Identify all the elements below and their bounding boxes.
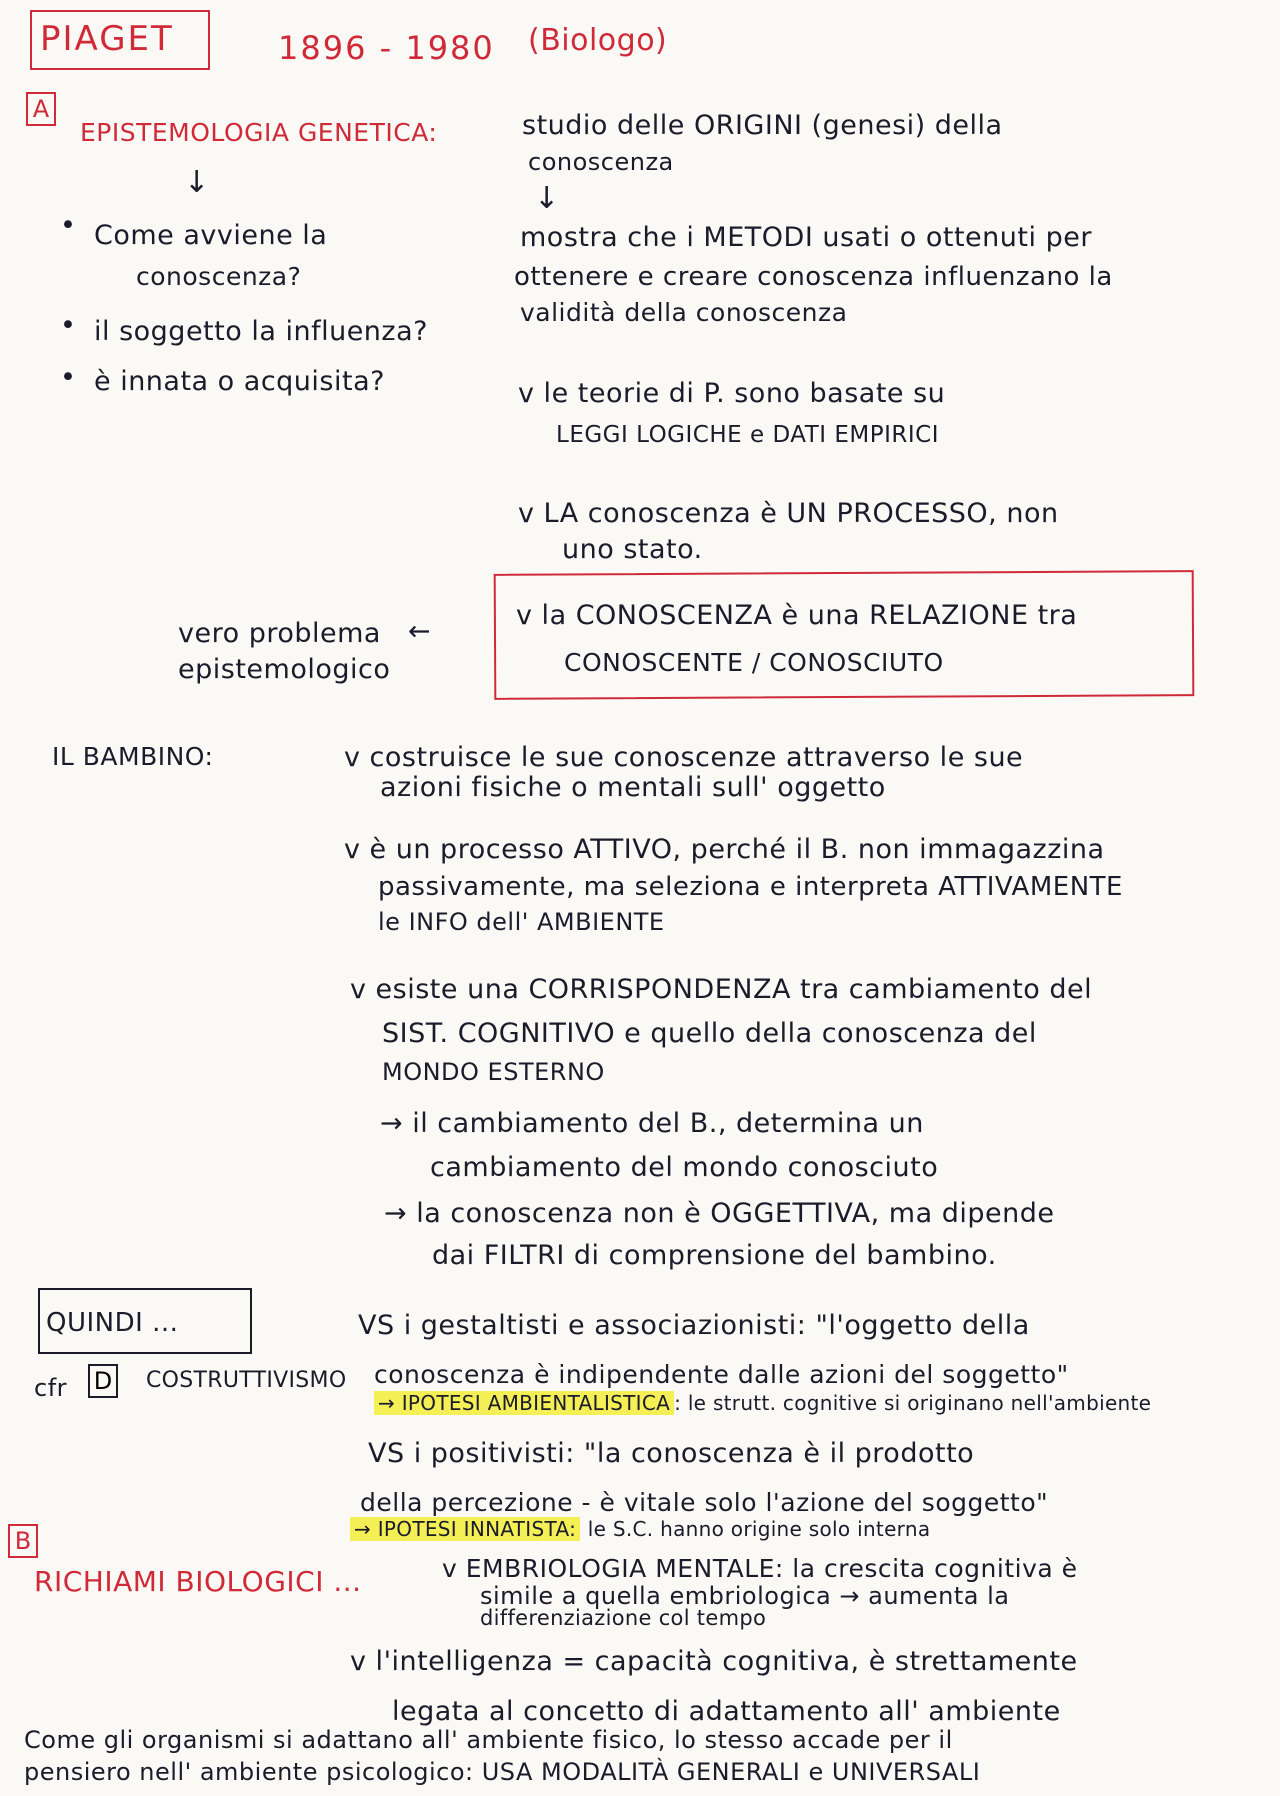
bambino-p1-line-1: v costruisce le sue conoscenze attraverso le sue — [344, 742, 1024, 773]
bambino-p2-line-2: passivamente, ma seleziona e interpreta ATTIVAMENTE — [378, 872, 1123, 902]
bottom-line-2: pensiero nell' ambiente psicologico: USA MODALITÀ GENERALI e UNIVERSALI — [24, 1758, 981, 1786]
bambino-sub1-line-1: → il cambiamento del B., determina un — [380, 1108, 924, 1139]
title-years: 1896 - 1980 — [278, 29, 495, 67]
bambino-sub1-line-2: cambiamento del mondo conosciuto — [430, 1152, 939, 1183]
check-1-line-2: LEGGI LOGICHE e DATI EMPIRICI — [556, 422, 939, 448]
hypothesis-1-label: → IPOTESI AMBIENTALISTICA — [374, 1391, 674, 1415]
question-1a: Come avviene la — [94, 220, 328, 251]
intelligence-line-1: v l'intelligenza = capacità cognitiva, è strettamente — [350, 1646, 1078, 1677]
boxed-line-2: CONOSCENTE / CONOSCIUTO — [564, 648, 944, 677]
vs2-line-2: della percezione - è vitale solo l'azione del soggetto" — [360, 1488, 1049, 1517]
vs1-line-2: conoscenza è indipendente dalle azioni del soggetto" — [374, 1360, 1069, 1389]
title-role: (Biologo) — [528, 23, 668, 58]
embryology-line-3: differenziazione col tempo — [480, 1606, 767, 1630]
bambino-p3-line-1: v esiste una CORRISPONDENZA tra cambiamento del — [350, 974, 1093, 1005]
section-a-marker: A — [26, 92, 56, 126]
check-2-line-1: v LA conoscenza è UN PROCESSO, non — [518, 498, 1059, 529]
side-note-arrow: ← — [408, 616, 432, 647]
bambino-p1-line-2: azioni fisiche o mentali sull' oggetto — [380, 772, 886, 803]
cfr-label: cfr — [34, 1374, 68, 1402]
bambino-p3-line-2: SIST. COGNITIVO e quello della conoscenza del — [382, 1018, 1037, 1049]
bambino-sub2-line-2: dai FILTRI di comprensione del bambino. — [432, 1240, 997, 1271]
boxed-line-1: v la CONOSCENZA è una RELAZIONE tra — [516, 600, 1078, 631]
embryology-line-2: simile a quella embriologica → aumenta la — [480, 1582, 1010, 1610]
check-1-line-1: v le teorie di P. sono basate su — [518, 378, 946, 409]
definition-line-1: studio delle ORIGINI (genesi) della — [522, 110, 1003, 141]
question-bullet-3: • — [60, 362, 77, 393]
methods-line-1: mostra che i METODI usati o ottenuti per — [520, 222, 1092, 253]
question-1b: conoscenza? — [136, 262, 302, 291]
page-title: PIAGET — [40, 19, 174, 59]
section-b-marker: B — [8, 1524, 38, 1558]
intelligence-line-2: legata al concetto di adattamento all' ambiente — [392, 1696, 1061, 1727]
question-bullet-2: • — [60, 310, 77, 341]
question-2: il soggetto la influenza? — [94, 316, 428, 347]
bambino-sub2-line-1: → la conoscenza non è OGGETTIVA, ma dipende — [384, 1198, 1055, 1229]
definition-arrow: ↓ — [534, 181, 560, 216]
question-bullet-1: • — [60, 210, 77, 241]
bambino-p2-line-3: le INFO dell' AMBIENTE — [378, 908, 665, 936]
bambino-p2-line-1: v è un processo ATTIVO, perché il B. non immagazzina — [344, 834, 1105, 865]
hypothesis-1 — [374, 1392, 1151, 1415]
hypothesis-2 — [350, 1518, 930, 1541]
side-note-line-1: vero problema — [178, 618, 381, 649]
bottom-line-1: Come gli organismi si adattano all' ambiente fisico, lo stesso accade per il — [24, 1726, 953, 1754]
embryology-line-1: v EMBRIOLOGIA MENTALE: la crescita cognitiva è — [442, 1554, 1078, 1583]
section-b-title: RICHIAMI BIOLOGICI ... — [34, 1565, 362, 1598]
question-3: è innata o acquisita? — [94, 366, 385, 397]
side-note-line-2: epistemologico — [178, 654, 391, 685]
methods-line-2: ottenere e creare conoscenza influenzano la — [514, 262, 1113, 292]
section-a-arrow: ↓ — [184, 165, 210, 200]
vs2-line-1: VS i positivisti: "la conoscenza è il prodotto — [368, 1438, 975, 1469]
bambino-label: IL BAMBINO: — [52, 742, 214, 771]
hypothesis-1-text: : le strutt. cognitive si originano nell'ambiente — [674, 1391, 1152, 1415]
hypothesis-2-label: → IPOTESI INNATISTA: — [350, 1517, 580, 1541]
bambino-p3-line-3: MONDO ESTERNO — [382, 1058, 605, 1086]
section-d-marker: D — [88, 1364, 118, 1398]
check-2-line-2: uno stato. — [562, 534, 703, 565]
hypothesis-2-text: le S.C. hanno origine solo interna — [587, 1517, 931, 1541]
cfr-text: COSTRUTTIVISMO — [146, 1368, 347, 1393]
vs1-line-1: VS i gestaltisti e associazionisti: "l'oggetto della — [358, 1310, 1030, 1341]
section-a-title: EPISTEMOLOGIA GENETICA: — [80, 118, 438, 147]
quindi-label: QUINDI ... — [46, 1308, 179, 1338]
methods-line-3: validità della conoscenza — [520, 298, 848, 327]
relation-box — [494, 570, 1195, 700]
definition-line-2: conoscenza — [528, 148, 674, 176]
